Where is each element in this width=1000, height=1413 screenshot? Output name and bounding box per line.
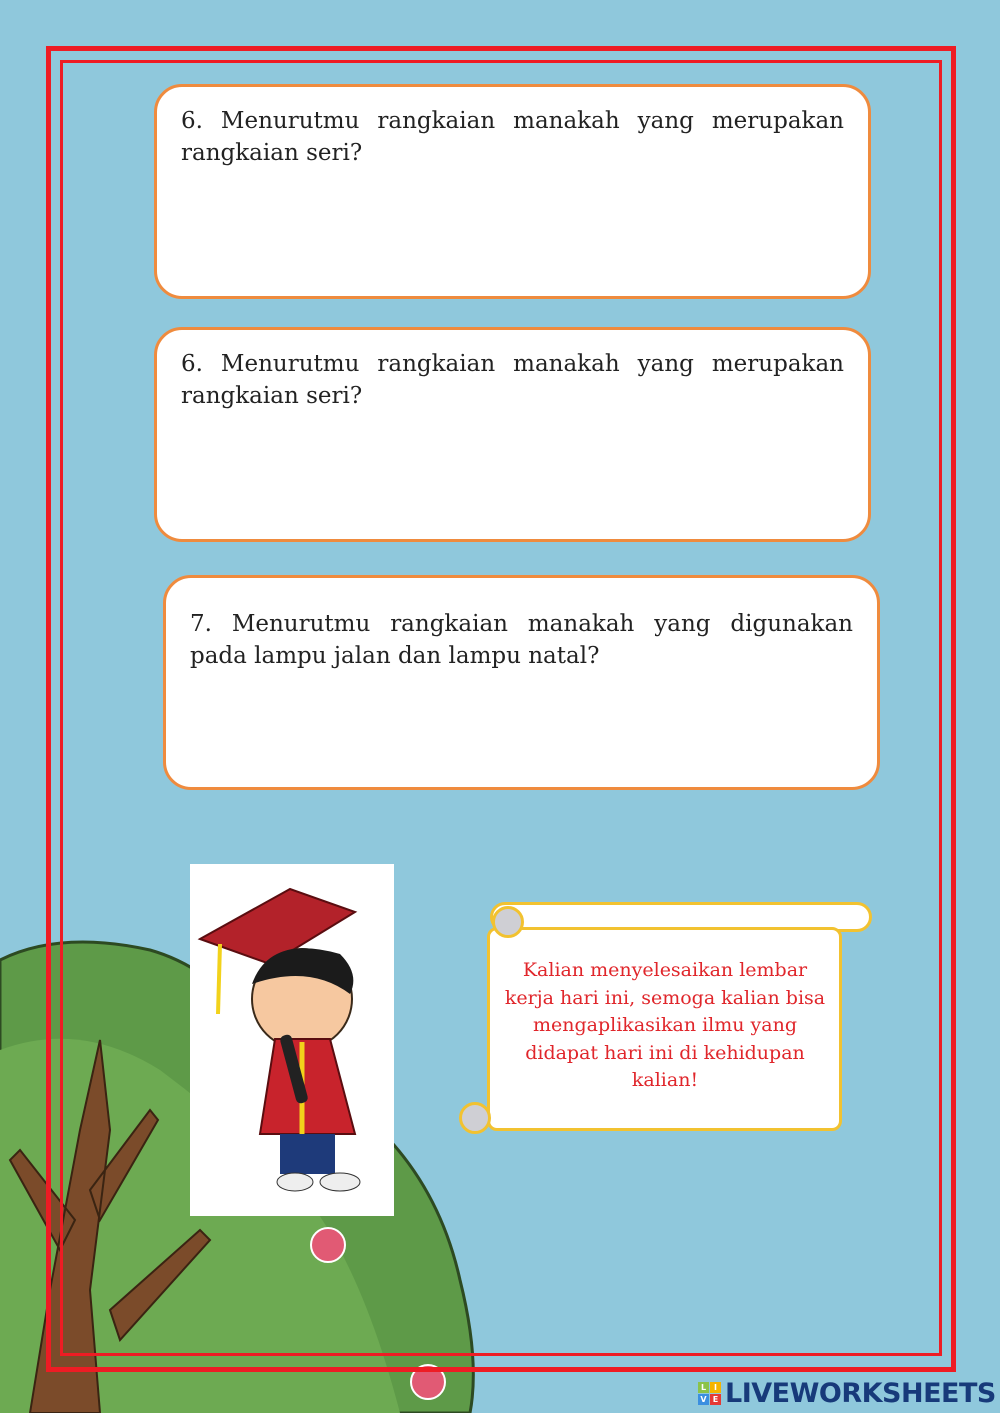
scroll-curl-bottom [459,1102,491,1134]
logo-tiles-icon: L I V E [698,1382,721,1405]
question-box-3[interactable] [163,575,880,790]
brand-name: LIVEWORKSHEETS [725,1378,996,1409]
scroll-curl-top [492,906,524,938]
question-box-1[interactable] [154,84,871,299]
graduate-boy-image [190,864,394,1216]
closing-message: Kalian menyelesaikan lembar kerja hari ini, semoga kalian bisa mengaplikasikan ilmu yang didapat hari ini di kehidupan kalian! [504,959,826,1091]
question-text: 6. Menurutmu rangkaian manakah yang merupakan rangkaian seri? [181,351,844,409]
liveworksheets-logo [698,1378,996,1409]
question-box-2[interactable] [154,327,871,542]
question-text: 6. Menurutmu rangkaian manakah yang merupakan rangkaian seri? [181,108,844,166]
question-text: 7. Menurutmu rangkaian manakah yang digunakan pada lampu jalan dan lampu natal? [190,611,853,669]
